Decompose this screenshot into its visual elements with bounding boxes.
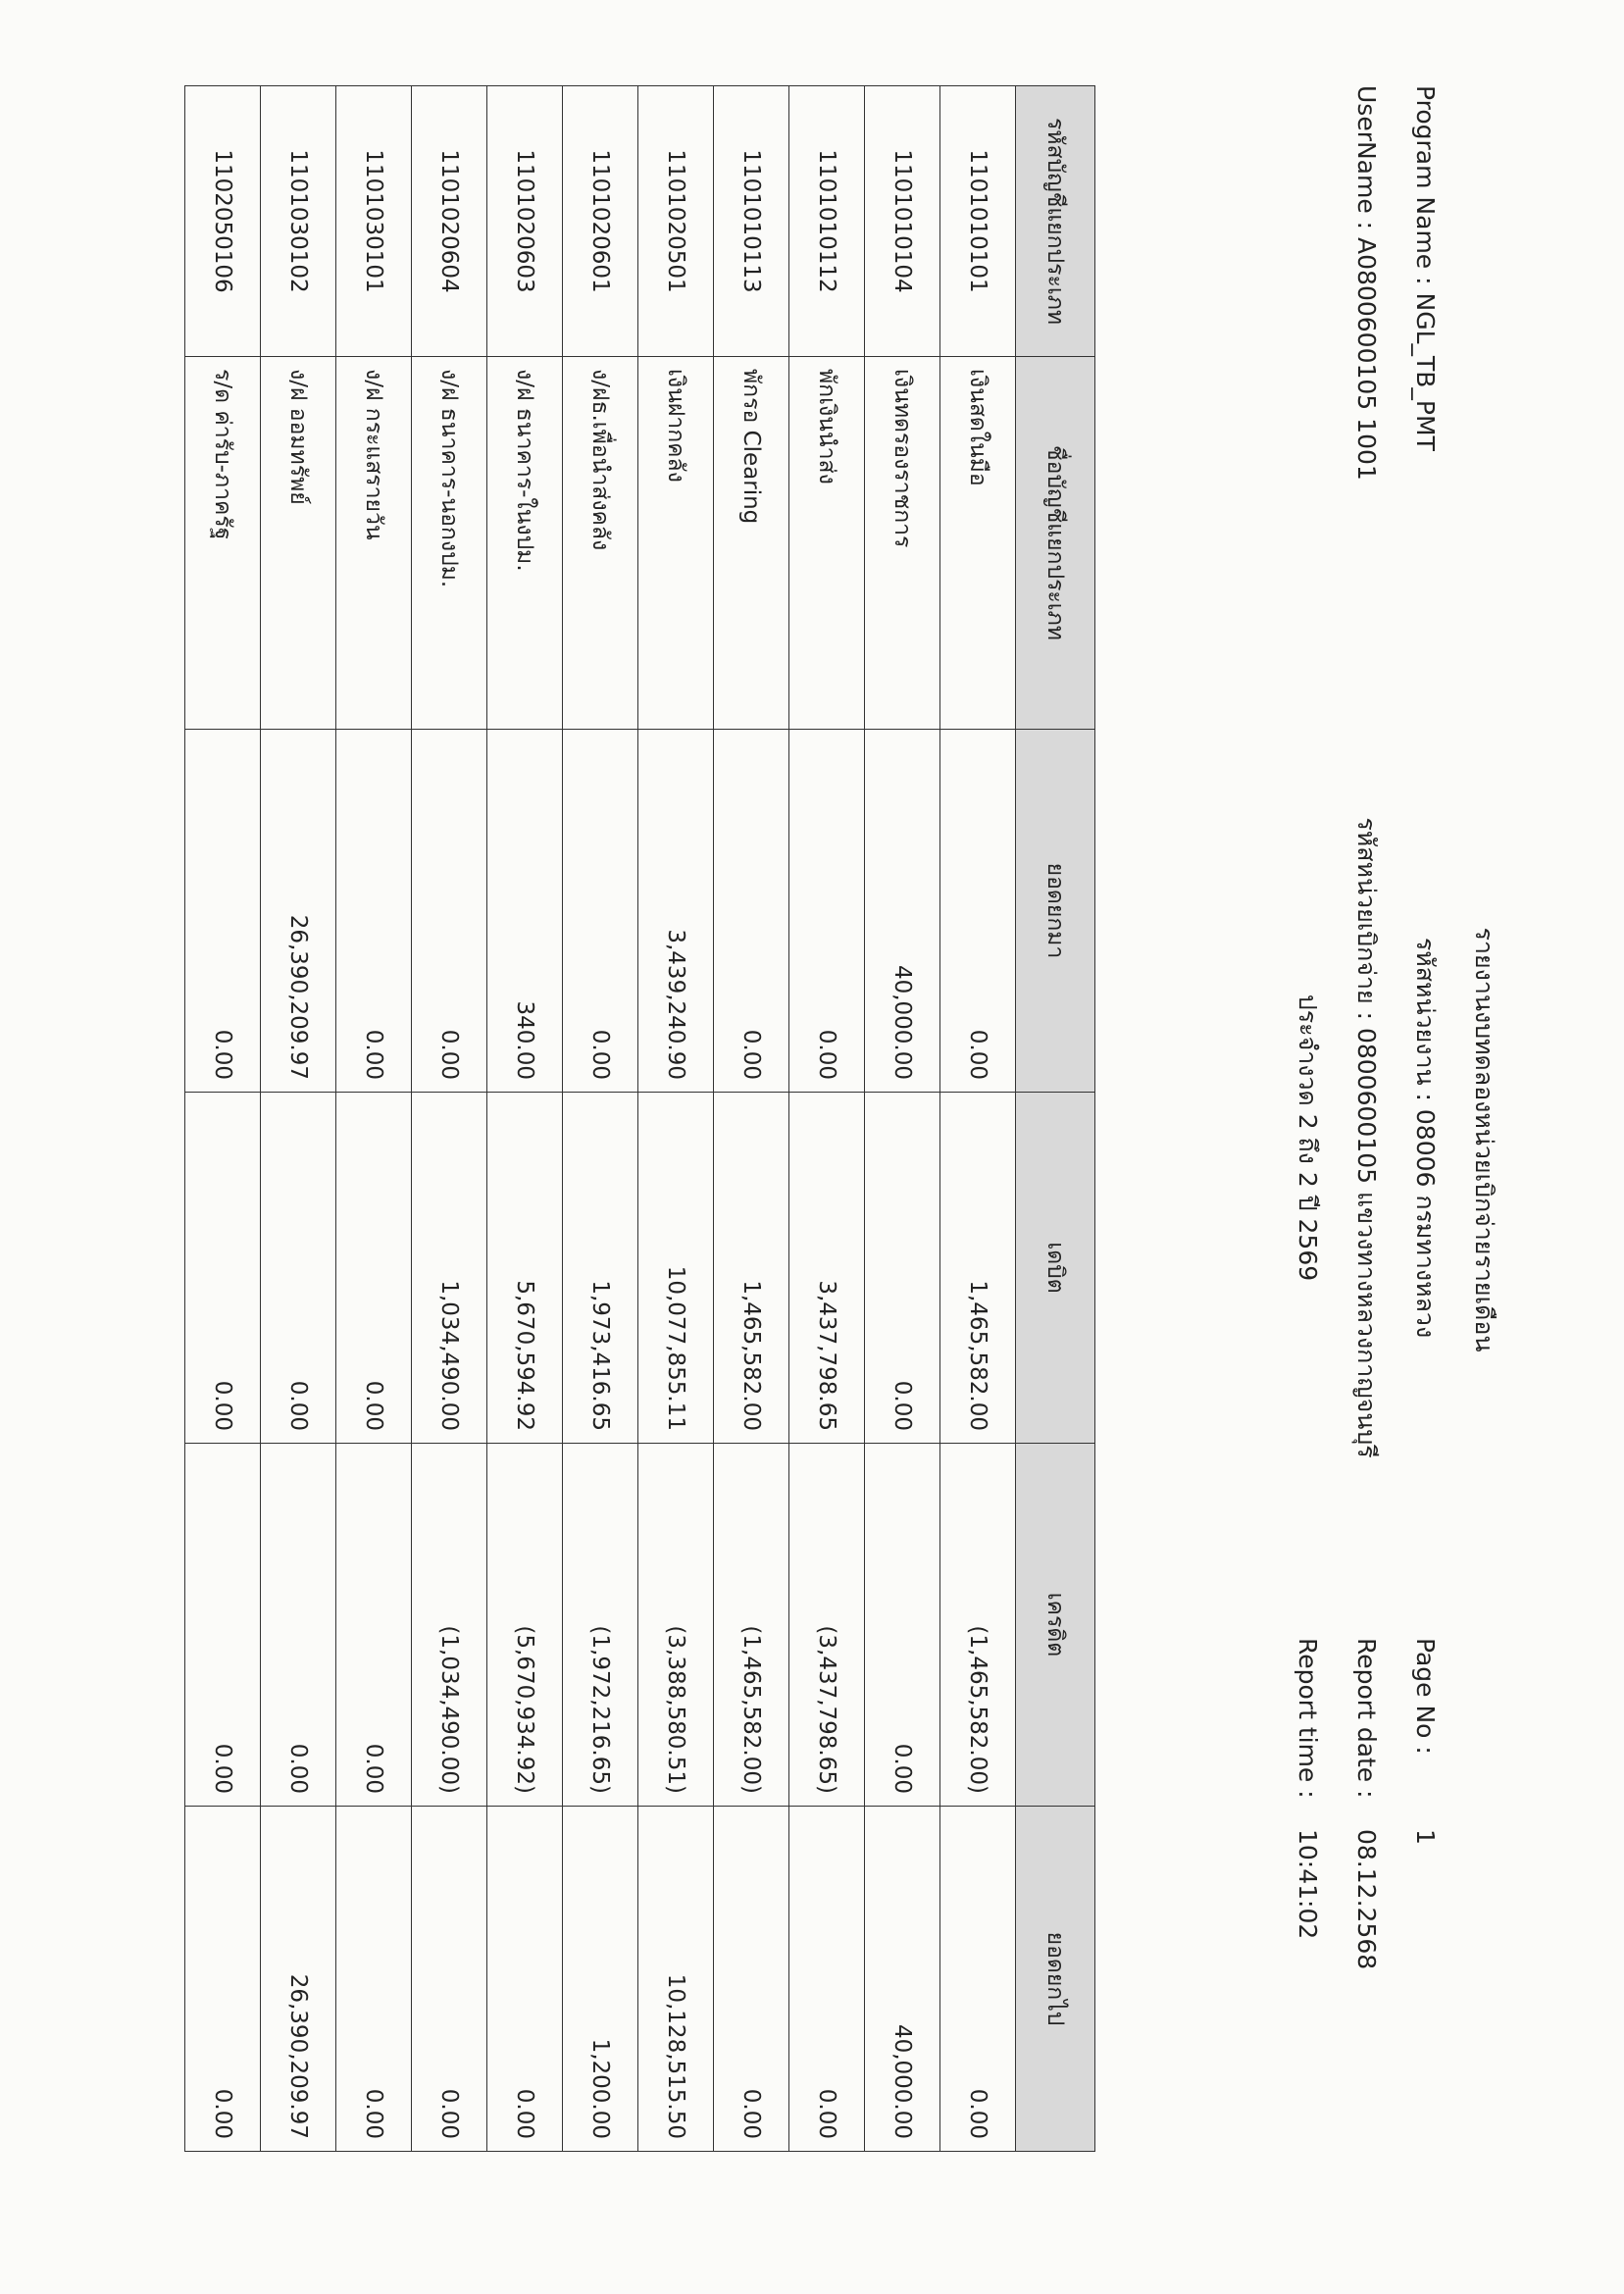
debit-cell: 0.00 <box>185 1093 261 1444</box>
credit-cell: (1,972,216.65) <box>563 1444 638 1807</box>
debit-cell: 0.00 <box>336 1093 412 1444</box>
closing-balance-cell: 10,128,515.50 <box>638 1807 714 2152</box>
closing-balance-cell: 0.00 <box>185 1807 261 2152</box>
closing-balance-cell: 26,390,209.97 <box>261 1807 336 2152</box>
closing-balance-cell: 40,000.00 <box>865 1807 940 2152</box>
debit-cell: 1,034,490.00 <box>412 1093 487 1444</box>
report-time-value: 10:41:02 <box>1294 1829 1322 1940</box>
opening-balance-cell: 40,000.00 <box>865 730 940 1093</box>
username: UserName : A0800600105 1001 <box>1352 85 1381 481</box>
opening-balance-cell: 0.00 <box>714 730 789 1093</box>
account-code-cell: 1101010112 <box>789 86 865 357</box>
account-code-cell: 1101030102 <box>261 86 336 357</box>
credit-cell: (1,465,582.00) <box>940 1444 1016 1807</box>
table-row <box>412 86 487 2152</box>
opening-balance-cell: 0.00 <box>789 730 865 1093</box>
account-name-cell: ง/ฝธ.เพื่อนำส่งคลัง <box>563 357 638 730</box>
credit-cell: (1,465,582.00) <box>714 1444 789 1807</box>
account-name-cell: พักรอ Clearing <box>714 357 789 730</box>
account-name-cell: ง/ฝ ธนาคาร-นอกงปม. <box>412 357 487 730</box>
debit-cell: 0.00 <box>865 1093 940 1444</box>
debit-cell: 5,670,594.92 <box>487 1093 563 1444</box>
table-row <box>865 86 940 2152</box>
credit-cell: 0.00 <box>185 1444 261 1807</box>
column-header-account-name: ชื่อบัญชีแยกประเภท <box>1016 357 1095 730</box>
debit-cell: 1,465,582.00 <box>714 1093 789 1444</box>
opening-balance-cell: 0.00 <box>940 730 1016 1093</box>
credit-cell: 0.00 <box>261 1444 336 1807</box>
closing-balance-cell: 0.00 <box>789 1807 865 2152</box>
opening-balance-cell: 0.00 <box>563 730 638 1093</box>
trial-balance-table <box>184 85 1095 2152</box>
account-code-cell: 1101010101 <box>940 86 1016 357</box>
debit-cell: 1,973,416.65 <box>563 1093 638 1444</box>
closing-balance-cell: 0.00 <box>714 1807 789 2152</box>
account-code-cell: 1101030101 <box>336 86 412 357</box>
account-code-cell: 1101020501 <box>638 86 714 357</box>
account-name-cell: เงินทดรองราชการ <box>865 357 940 730</box>
account-name-cell: ร/ด ค่ารับ-ภาครัฐ <box>185 357 261 730</box>
account-code-cell: 1102050106 <box>185 86 261 357</box>
report-date-value: 08.12.2568 <box>1352 1829 1381 1970</box>
account-name-cell: ง/ฝ กระแสรายวัน <box>336 357 412 730</box>
debit-cell: 1,465,582.00 <box>940 1093 1016 1444</box>
table-row <box>336 86 412 2152</box>
account-code-cell: 1101010104 <box>865 86 940 357</box>
account-code-cell: 1101010113 <box>714 86 789 357</box>
table-row <box>261 86 336 2152</box>
closing-balance-cell: 1,200.00 <box>563 1807 638 2152</box>
account-code-cell: 1101020603 <box>487 86 563 357</box>
account-name-cell: เงินสดในมือ <box>940 357 1016 730</box>
opening-balance-cell: 0.00 <box>412 730 487 1093</box>
opening-balance-cell: 340.00 <box>487 730 563 1093</box>
report-time-label: Report time : <box>1294 1638 1322 1799</box>
account-name-cell: ง/ฝ ธนาคาร-ในงปม. <box>487 357 563 730</box>
column-header-credit: เครดิต <box>1016 1444 1095 1807</box>
credit-cell: 0.00 <box>336 1444 412 1807</box>
opening-balance-cell: 26,390,209.97 <box>261 730 336 1093</box>
table-header-row <box>1016 86 1095 2152</box>
table-row <box>563 86 638 2152</box>
credit-cell: (1,034,490.00) <box>412 1444 487 1807</box>
account-code-cell: 1101020601 <box>563 86 638 357</box>
period-line: ประจำงวด 2 ถึง 2 ปี 2569 <box>1294 994 1322 1282</box>
agency-line: รหัสหน่วยงาน : 08006 กรมทางหลวง <box>1411 937 1440 1339</box>
closing-balance-cell: 0.00 <box>940 1807 1016 2152</box>
credit-cell: (5,670,934.92) <box>487 1444 563 1807</box>
opening-balance-cell: 0.00 <box>185 730 261 1093</box>
closing-balance-cell: 0.00 <box>487 1807 563 2152</box>
debit-cell: 0.00 <box>261 1093 336 1444</box>
table-row <box>714 86 789 2152</box>
closing-balance-cell: 0.00 <box>336 1807 412 2152</box>
credit-cell: (3,437,798.65) <box>789 1444 865 1807</box>
report-date-label: Report date : <box>1352 1638 1381 1799</box>
table-row <box>940 86 1016 2152</box>
program-name: Program Name : NGL_TB_PMT <box>1411 85 1440 451</box>
closing-balance-cell: 0.00 <box>412 1807 487 2152</box>
column-header-closing-balance: ยอดยกไป <box>1016 1807 1095 2152</box>
opening-balance-cell: 3,439,240.90 <box>638 730 714 1093</box>
table-row <box>487 86 563 2152</box>
credit-cell: 0.00 <box>865 1444 940 1807</box>
credit-cell: (3,388,580.51) <box>638 1444 714 1807</box>
account-name-cell: เงินฝากคลัง <box>638 357 714 730</box>
debit-cell: 3,437,798.65 <box>789 1093 865 1444</box>
page-no-label: Page No : <box>1411 1638 1440 1755</box>
opening-balance-cell: 0.00 <box>336 730 412 1093</box>
column-header-debit: เดบิต <box>1016 1093 1095 1444</box>
page-no-value: 1 <box>1411 1829 1440 1845</box>
table-row <box>185 86 261 2152</box>
column-header-account-code: รหัสบัญชีแยกประเภท <box>1016 86 1095 357</box>
table-row <box>789 86 865 2152</box>
account-name-cell: พักเงินนำส่ง <box>789 357 865 730</box>
column-header-opening-balance: ยอดยกมา <box>1016 730 1095 1093</box>
debit-cell: 10,077,855.11 <box>638 1093 714 1444</box>
table-row <box>638 86 714 2152</box>
disbursing-unit-line: รหัสหน่วยเบิกจ่าย : 0800600105 แขวงทางหลวงกาญจนบุรี <box>1352 817 1381 1458</box>
account-name-cell: ง/ฝ ออมทรัพย์ <box>261 357 336 730</box>
account-code-cell: 1101020604 <box>412 86 487 357</box>
report-title: รายงานงบทดลองหน่วยเบิกจ่ายรายเดือน <box>1470 927 1498 1352</box>
